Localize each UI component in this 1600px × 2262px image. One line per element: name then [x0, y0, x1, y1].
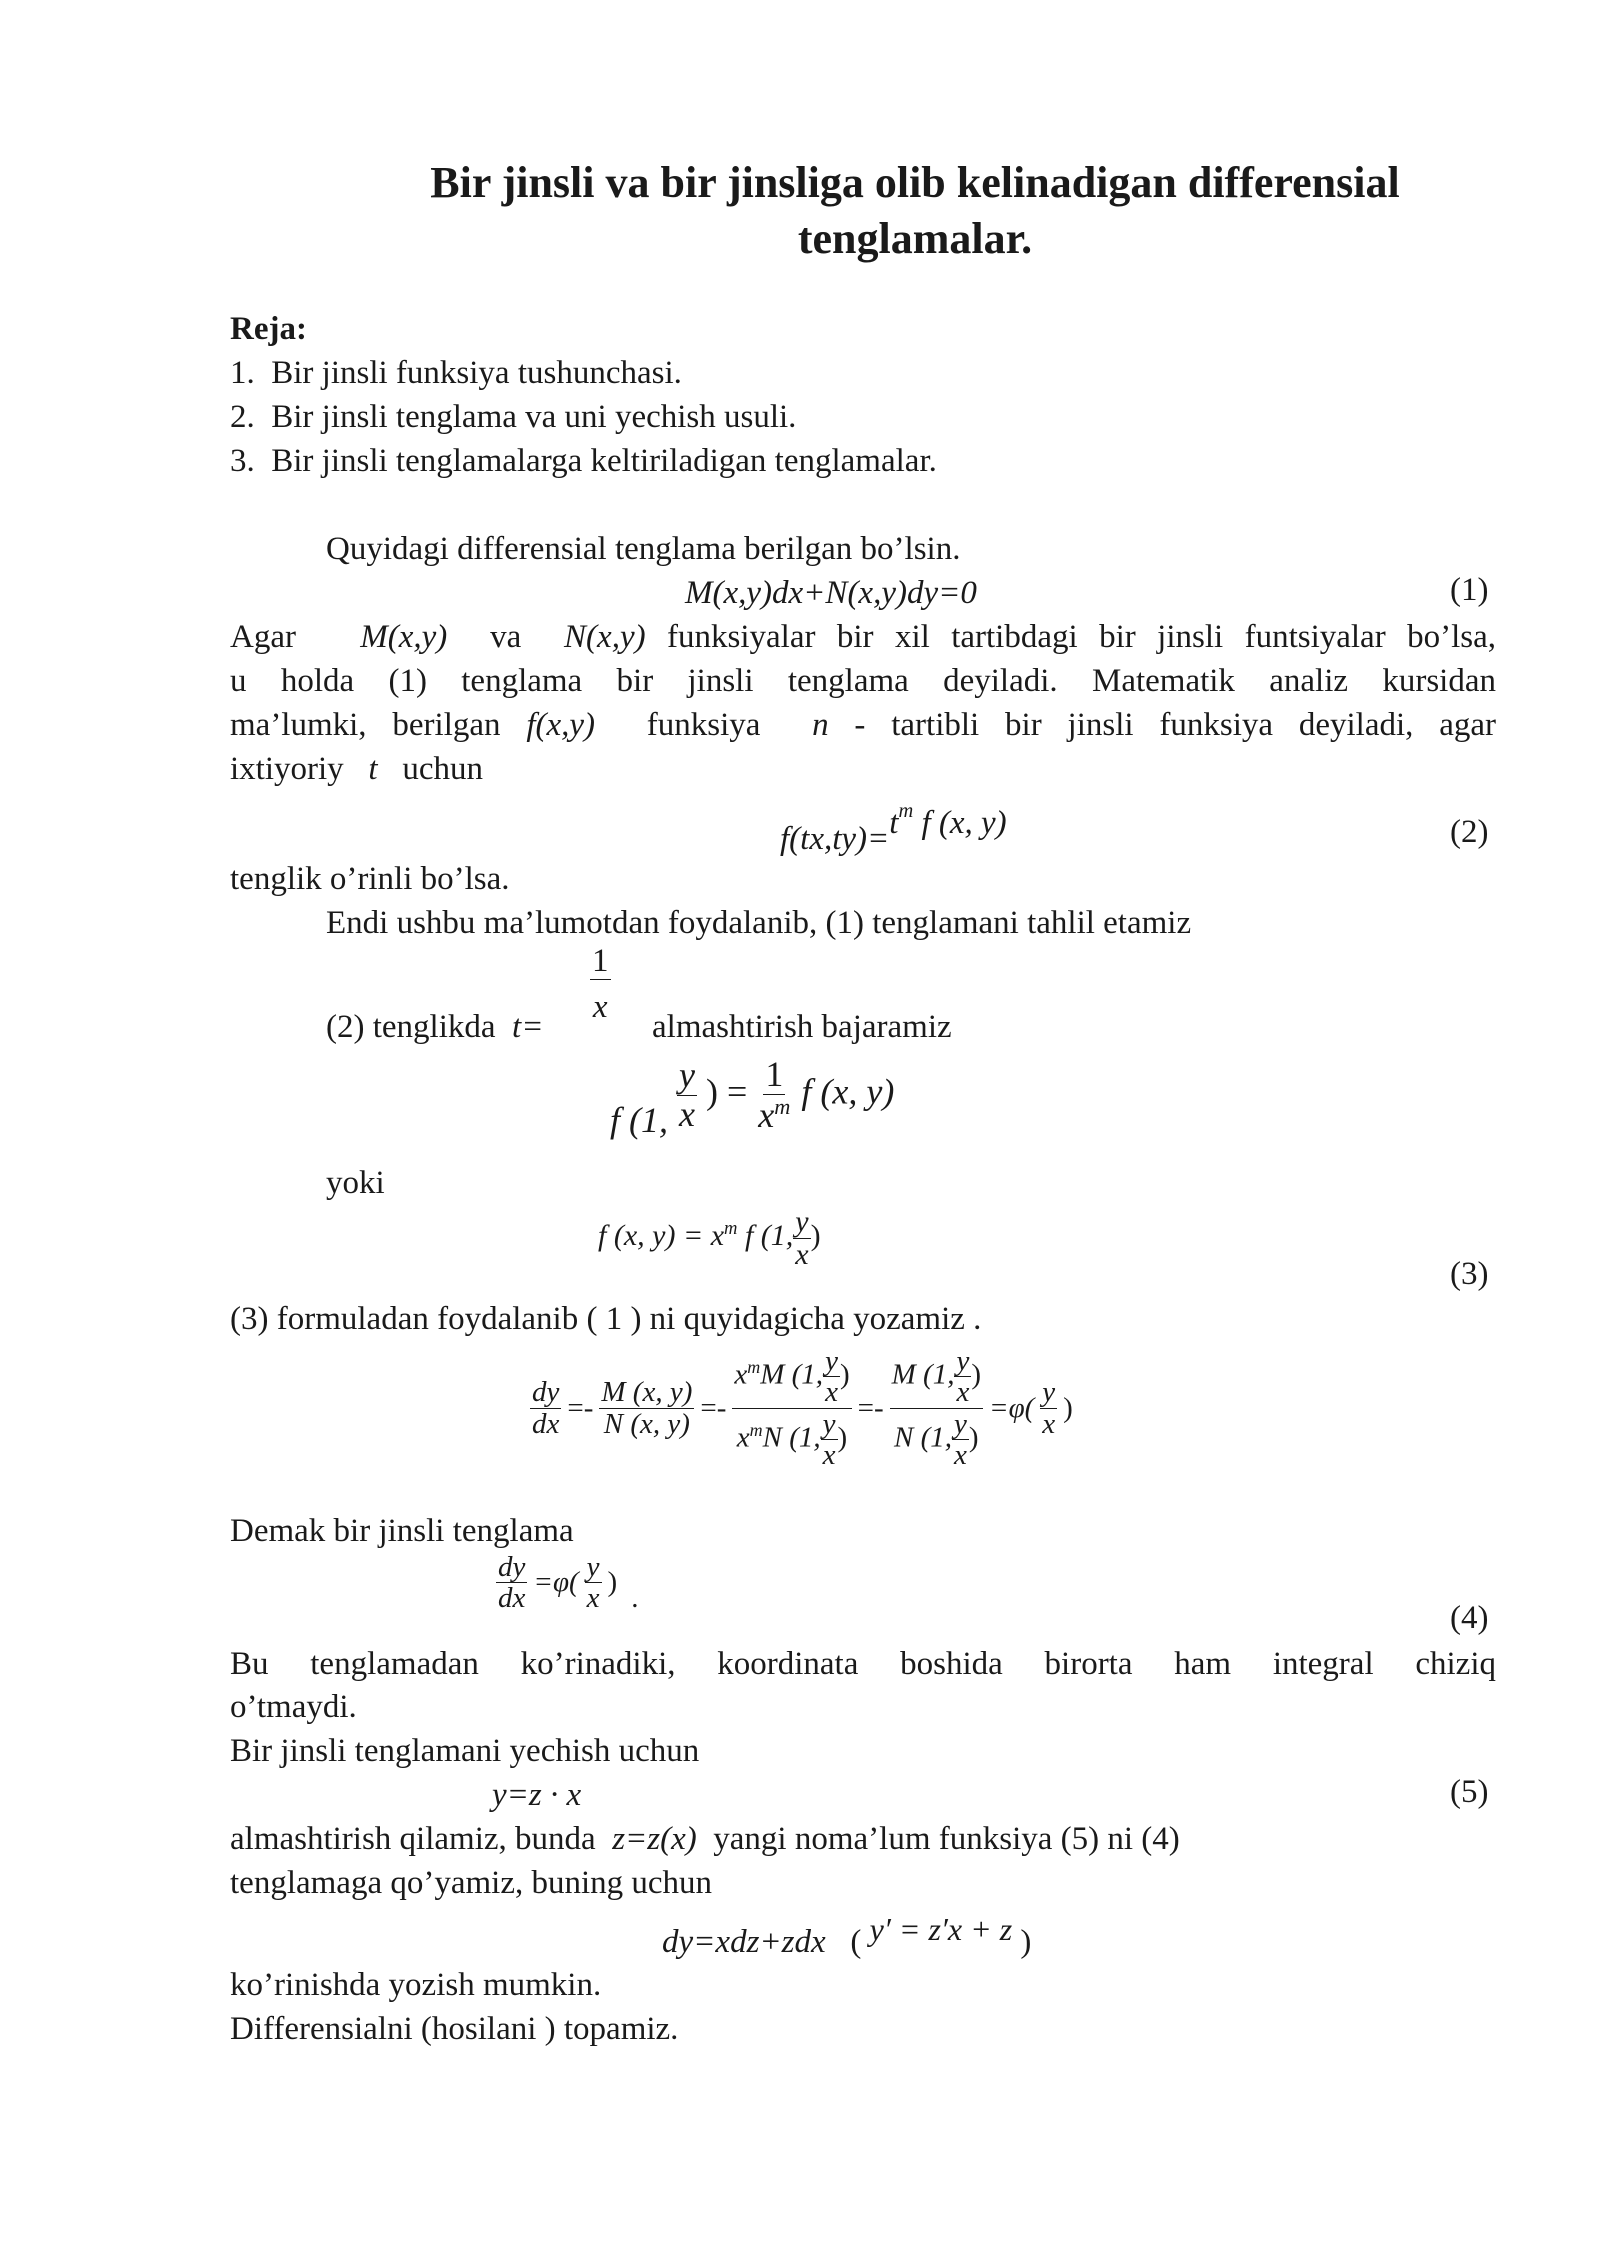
eq-minus: =- [700, 1391, 727, 1424]
denominator: x [954, 1439, 967, 1472]
math-t: t [368, 751, 378, 787]
fraction-M1-over-N1 [890, 1346, 983, 1471]
equation-dy [662, 1911, 1032, 1964]
yprime-expression: y′ = z′x + z [869, 1911, 1013, 1947]
numerator: y [825, 1345, 838, 1377]
equation-dydx-chain [530, 1346, 1073, 1471]
eq3-m: m [724, 1217, 738, 1239]
equation-f1 [610, 1054, 895, 1140]
numerator: y [1042, 1376, 1056, 1409]
M1: M (1, [760, 1358, 824, 1391]
fraction-y-over-x [677, 1057, 697, 1134]
fraction-dy-dx [496, 1552, 527, 1614]
M1: M (1, [891, 1358, 955, 1391]
plan-item-number: 2. [230, 399, 255, 435]
paragraph-text: yangi noma’lum funksiya (5) ni (4) [713, 1821, 1180, 1857]
numerator: y [795, 1205, 809, 1238]
formula-3-text: (3) formuladan foydalanib ( 1 ) ni quyidagicha yozamiz . [230, 1301, 982, 1337]
paragraph-text: ixtiyoriy [230, 751, 344, 787]
numerator: dy [532, 1376, 560, 1409]
demak-text: Demak bir jinsli tenglama [230, 1513, 574, 1549]
equation-5: y=z · x [492, 1777, 582, 1813]
numerator [732, 1346, 851, 1409]
denominator: N (x, y) [603, 1407, 690, 1440]
denominator [892, 1409, 981, 1471]
bu-line-1: Bu tenglamadan ko’rinadiki, koordinata boshida birorta ham integral chiziq [230, 1646, 1496, 1682]
tenglik-text: tenglik o’rinli bo’lsa. [230, 861, 510, 897]
equation-1: M(x,y)dx+N(x,y)dy=0 [685, 575, 977, 611]
close-eq: ) = [705, 1071, 748, 1112]
close: ) [968, 1421, 979, 1454]
f1-open: f (1, [610, 1099, 668, 1140]
fraction-y-over-x [821, 1409, 838, 1471]
denominator [735, 1409, 849, 1471]
paragraph-line-4 [230, 748, 483, 791]
equation-number-4: (4) [1450, 1600, 1489, 1636]
plan-item-number: 1. [230, 355, 255, 391]
denominator [756, 1095, 792, 1135]
N1: N (1, [894, 1421, 953, 1454]
fraction-y-over-x [1040, 1377, 1057, 1439]
m: m [774, 1093, 791, 1119]
phi-open: =φ( [989, 1391, 1035, 1424]
fraction-y-over-x [952, 1409, 969, 1471]
paragraph-text: (2) tenglikda [326, 1009, 496, 1045]
dy-expression: dy=xdz+zdx [662, 1924, 826, 1960]
fraction-y-over-x [585, 1552, 602, 1614]
phi-close: ) [607, 1566, 618, 1599]
numerator: y [586, 1551, 600, 1583]
denominator: x [586, 1582, 600, 1615]
korinish-text: ko’rinishda yozish mumkin. [230, 1967, 602, 2003]
numerator: y [679, 1055, 695, 1095]
equation-number-2: (2) [1450, 814, 1489, 850]
plan-heading: Reja: [230, 311, 307, 347]
eq2-lhs: f(tx,ty)= [780, 821, 890, 857]
equation-number-1: (1) [1450, 572, 1489, 608]
denominator: x [956, 1376, 970, 1409]
equation-3 [598, 1206, 821, 1270]
word-va: va [490, 619, 522, 655]
fraction-one-over-xm [756, 1056, 792, 1135]
fraction-M-over-N [599, 1377, 694, 1439]
x: x [758, 1094, 775, 1135]
numerator: M (x, y) [601, 1376, 693, 1409]
endi-text: Endi ushbu ma’lumotdan foydalanib, (1) tenglamani tahlil etamiz [326, 905, 1192, 941]
substitution-tail: almashtirish bajaramiz [652, 1009, 952, 1045]
document-title [300, 155, 1530, 267]
numerator: y [822, 1407, 836, 1440]
paren-close: ) [1020, 1924, 1032, 1960]
intro-text: Quyidagi differensial tenglama berilgan bo’lsin. [326, 531, 961, 567]
substitution-line [326, 1006, 543, 1049]
fxy: f (x, y) [801, 1071, 895, 1112]
fraction-dy-dx [530, 1377, 561, 1439]
paragraph-text: funksiya [646, 707, 761, 743]
paragraph-text: ma’lumki, berilgan [230, 707, 501, 743]
x: x [736, 1421, 750, 1454]
math-n: n [812, 707, 829, 743]
paragraph-text: almashtirish qilamiz, bunda [230, 1821, 596, 1857]
plan-item-text: Bir jinsli funksiya tushunchasi. [271, 355, 682, 391]
plan-item-text: Bir jinsli tenglamalarga keltiriladigan tenglamalar. [271, 443, 937, 479]
numerator [890, 1346, 983, 1409]
eq3-mid: f (1, [744, 1218, 794, 1252]
title-line-1: Bir jinsli va bir jinsliga olib kelinadigan differensial [430, 158, 1400, 207]
phi-open: =φ( [533, 1566, 579, 1599]
denominator: x [825, 1376, 838, 1409]
fraction-y-over-x [954, 1346, 971, 1408]
math-t-eq: t= [512, 1009, 544, 1045]
denominator: dx [532, 1407, 560, 1440]
close: ) [837, 1421, 848, 1454]
denominator: dx [498, 1582, 526, 1615]
equation-number-5: (5) [1450, 1774, 1489, 1810]
equation-number-3: (3) [1450, 1256, 1489, 1292]
phi-close: ) [1063, 1391, 1073, 1424]
close: ) [839, 1358, 850, 1391]
fraction-xmM-over-xmN [732, 1346, 851, 1471]
denominator: x [592, 988, 608, 1025]
eq-minus: =- [857, 1391, 884, 1424]
fraction-y-over-x [793, 1206, 810, 1270]
yoki-text: yoki [326, 1165, 385, 1201]
math-f: f(x,y) [526, 707, 596, 743]
eq3-lhs: f (x, y) = x [598, 1218, 725, 1252]
math-M: M(x,y) [360, 619, 448, 655]
paragraph-text: funksiyalar bir xil tartibdagi bir jinsli funtsiyalar bo’lsa, [667, 619, 1497, 655]
fraction [590, 944, 611, 1024]
diff-text: Differensialni (hosilani ) topamiz. [230, 2011, 679, 2047]
eq2-rhs: f (x, y) [921, 805, 1007, 841]
plan-item-number: 3. [230, 443, 255, 479]
paragraph-line-1 [230, 616, 1496, 660]
N1: N (1, [762, 1421, 821, 1454]
plan-item-3 [230, 440, 937, 483]
paragraph-line-2: u holda (1) tenglama bir jinsli tenglama deyiladi. Matematik analiz kursidan [230, 663, 1496, 699]
numerator: dy [498, 1551, 526, 1583]
eq2-m: m [898, 800, 914, 822]
period: . [631, 1582, 639, 1615]
close: ) [971, 1358, 981, 1391]
m: m [749, 1419, 763, 1440]
eq-minus: =- [567, 1391, 594, 1424]
paragraph-text: - tartibli bir jinsli funksiya deyiladi, agar [854, 707, 1497, 743]
denominator: x [795, 1237, 809, 1271]
yechish-text: Bir jinsli tenglamani yechish uchun [230, 1733, 700, 1769]
numerator: y [954, 1407, 967, 1440]
eq3-close: ) [810, 1218, 821, 1252]
eq2-t: t [889, 805, 899, 841]
denominator: x [679, 1093, 695, 1134]
fraction-one-over-x [590, 944, 611, 1024]
qoyamiz-text: tenglamaga qo’yamiz, buning uchun [230, 1865, 713, 1901]
paragraph-text: uchun [402, 751, 483, 787]
math-zzx: z=z(x) [612, 1821, 697, 1857]
x: x [734, 1358, 748, 1391]
numerator: 1 [765, 1054, 784, 1094]
title-line-2: tenglamalar. [797, 214, 1033, 263]
equation-4 [496, 1552, 638, 1614]
denominator: x [822, 1439, 836, 1472]
math-N: N(x,y) [564, 619, 646, 655]
denominator: x [1042, 1407, 1056, 1440]
fraction-y-over-x [823, 1346, 840, 1408]
m: m [747, 1356, 761, 1377]
paren-open: ( [850, 1924, 862, 1960]
equation-2 [780, 800, 1007, 861]
word-agar: Agar [230, 619, 296, 655]
bu-line-2: o’tmaydi. [230, 1689, 357, 1725]
almashtirish-line [230, 1818, 1180, 1861]
plan-item-2 [230, 396, 796, 439]
numerator: 1 [592, 943, 609, 979]
paragraph-line-3 [230, 704, 1496, 748]
plan-item-1 [230, 352, 682, 395]
plan-item-text: Bir jinsli tenglama va uni yechish usuli. [271, 399, 797, 435]
numerator: y [956, 1345, 970, 1377]
